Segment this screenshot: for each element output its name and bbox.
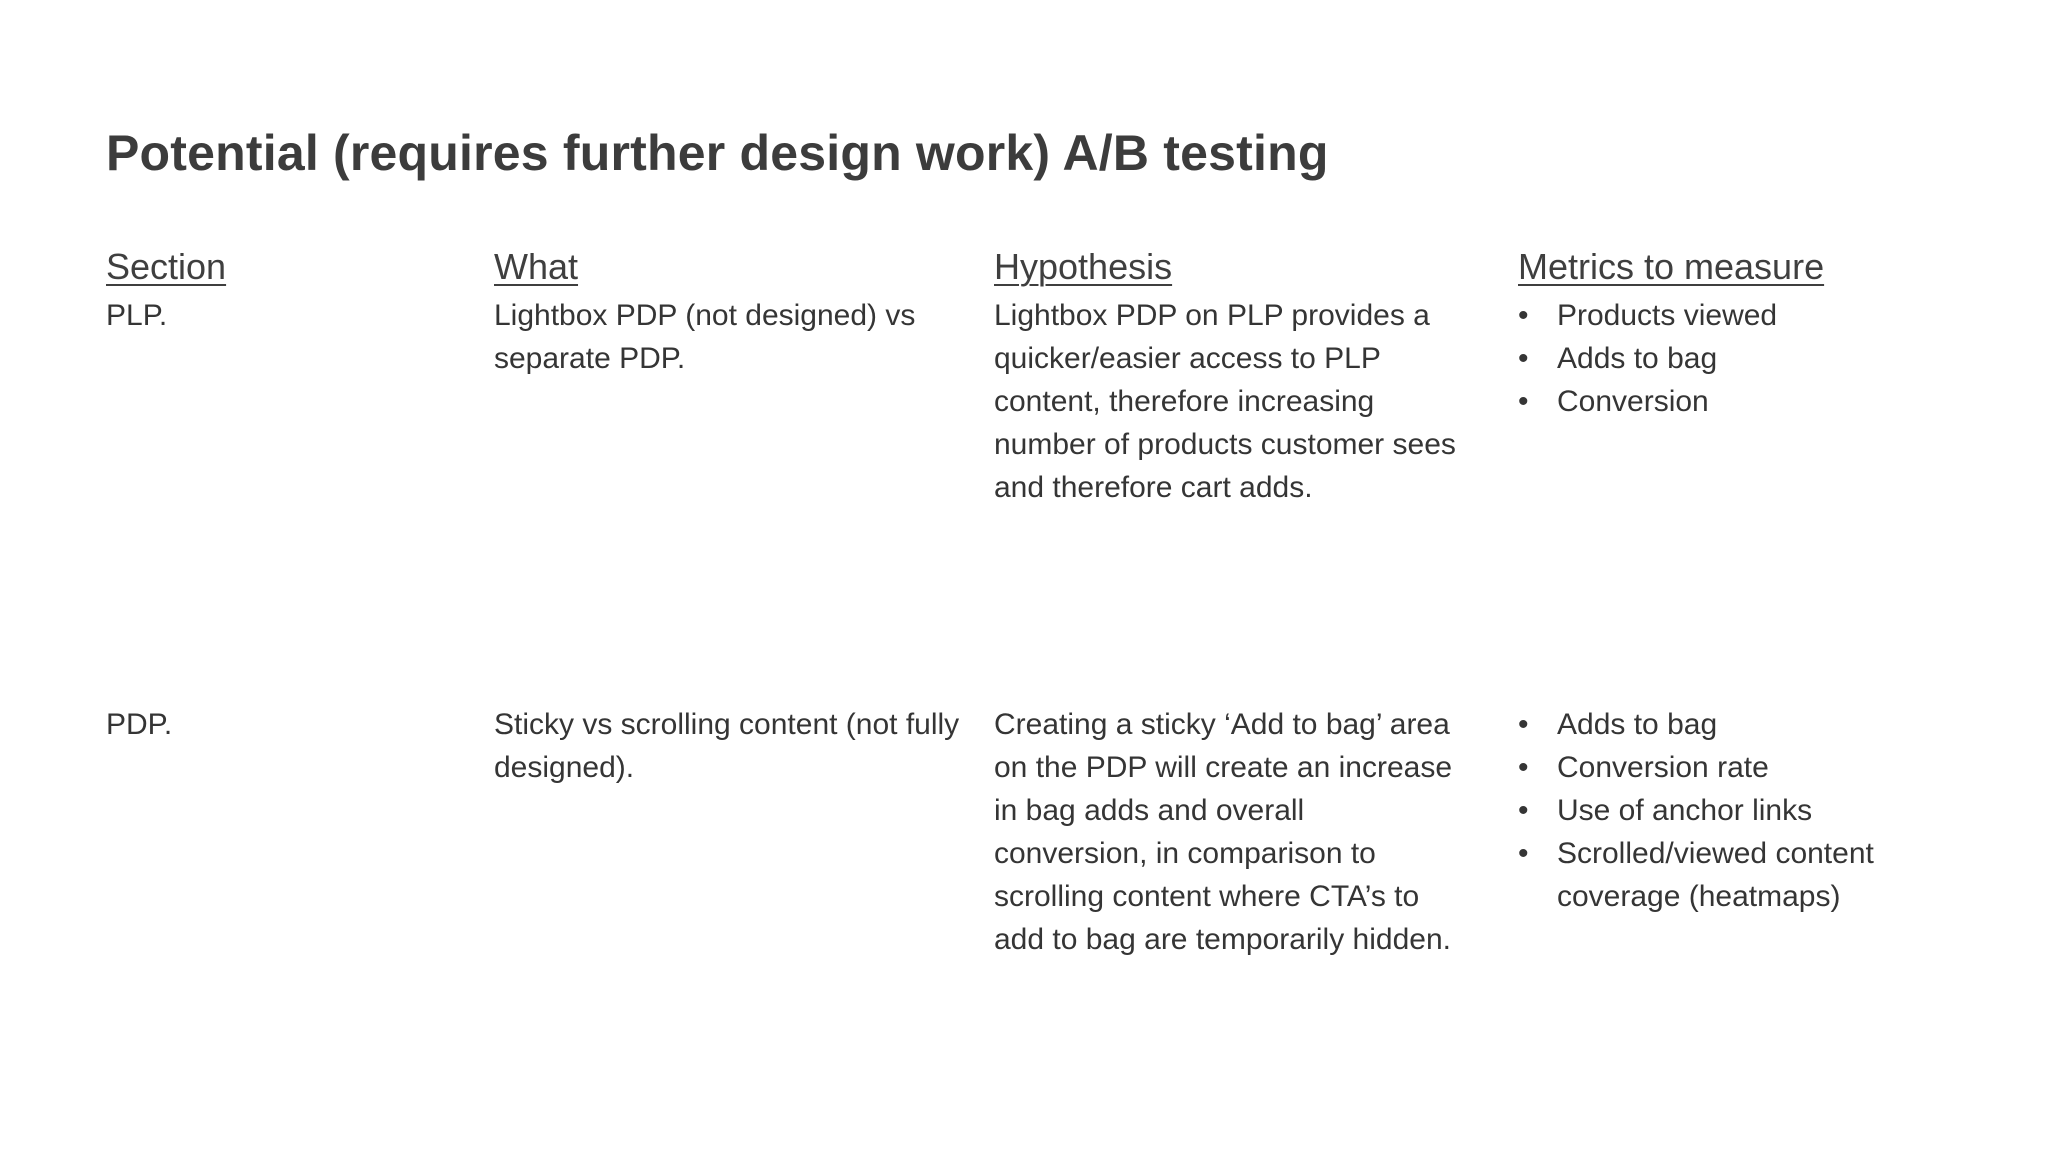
bullet-icon: • <box>1518 299 1529 332</box>
metric-item <box>1518 337 1978 380</box>
metrics-list <box>1518 294 1978 423</box>
column-header-what: What <box>494 246 579 287</box>
metrics-list <box>1518 703 1978 918</box>
column-header-hypothesis: Hypothesis <box>994 246 1173 287</box>
metric-item <box>1518 789 1978 832</box>
metric-item <box>1518 294 1978 337</box>
row-1-metrics <box>1518 294 1978 423</box>
metric-item <box>1518 380 1978 423</box>
bullet-icon: • <box>1518 342 1529 375</box>
row-1-what: Lightbox PDP (not designed) vs separate PDP. <box>494 299 916 375</box>
page-title: Potential (requires further design work) A/B testing <box>106 125 1329 181</box>
bullet-icon: • <box>1518 385 1529 418</box>
metric-label: Adds to bag <box>1557 708 1718 741</box>
row-1-hypothesis: Lightbox PDP on PLP provides a quicker/easier access to PLP content, therefore increasing number of products customer sees and therefore cart adds. <box>994 299 1456 504</box>
row-1-section: PLP. <box>106 299 168 332</box>
bullet-icon: • <box>1518 708 1529 741</box>
bullet-icon: • <box>1518 837 1529 870</box>
metric-label: Conversion <box>1557 385 1709 418</box>
row-2-section: PDP. <box>106 708 173 741</box>
metric-label: Use of anchor links <box>1557 794 1813 827</box>
column-header-metrics: Metrics to measure <box>1518 246 1825 287</box>
metric-label: Adds to bag <box>1557 342 1718 375</box>
bullet-icon: • <box>1518 794 1529 827</box>
metric-item <box>1518 746 1978 789</box>
row-2-metrics <box>1518 703 1978 918</box>
bullet-icon: • <box>1518 751 1529 784</box>
metric-label: Products viewed <box>1557 299 1778 332</box>
column-header-section: Section <box>106 246 227 287</box>
row-2-what: Sticky vs scrolling content (not fully designed). <box>494 708 960 784</box>
metric-label: Conversion rate <box>1557 751 1769 784</box>
row-2-hypothesis: Creating a sticky ‘Add to bag’ area on the PDP will create an increase in bag adds and overall conversion, in comparison to scrolling content where CTA’s to add to bag are temporarily hidden. <box>994 708 1453 956</box>
metric-item <box>1518 832 1978 918</box>
metric-item <box>1518 703 1978 746</box>
metric-label: Scrolled/viewed content coverage (heatmaps) <box>1557 837 1874 913</box>
